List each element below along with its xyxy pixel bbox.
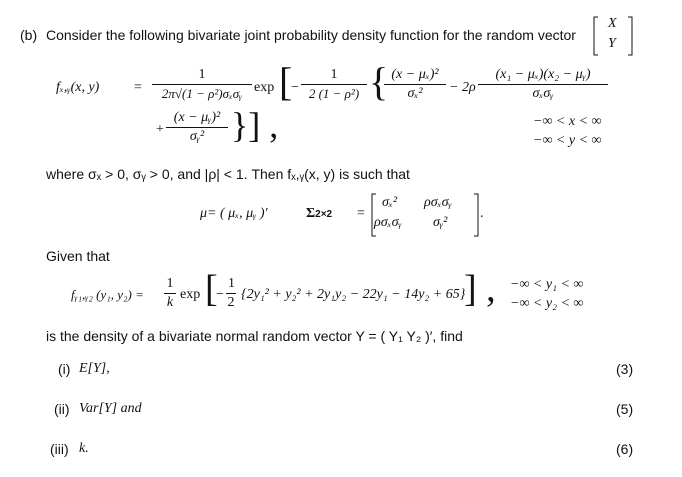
question-i-label: (i) bbox=[58, 361, 71, 377]
intro-text: Consider the following bivariate joint probability density function for the random vector bbox=[46, 27, 576, 43]
minus-sign: − bbox=[291, 80, 299, 95]
coef-den: 2π√(1 − ρ²)σₓσᵧ bbox=[161, 86, 243, 101]
term1-num: (x − μₓ)² bbox=[384, 67, 446, 85]
term2-num: (x₁ − μₓ)(x₂ − μᵧ) bbox=[478, 67, 608, 85]
matrix-a12: ρσₓσᵧ bbox=[424, 195, 452, 210]
sigma-symbol: Σ bbox=[306, 206, 316, 221]
random-vector bbox=[591, 14, 635, 58]
mu-definition: μ= ( μₓ, μᵧ )′ bbox=[200, 206, 268, 221]
inner-den: 2 (1 − ρ²) bbox=[308, 86, 360, 101]
term1-fraction bbox=[384, 67, 446, 102]
sigma-eq: = bbox=[357, 206, 365, 221]
k-num: 1 bbox=[164, 276, 176, 294]
given-text: Given that bbox=[46, 248, 110, 264]
sigma-sub: 2×2 bbox=[315, 209, 333, 220]
question-i-marks: (3) bbox=[616, 361, 634, 377]
term1-den: σₓ² bbox=[407, 86, 423, 101]
density-text: is the density of a bivariate normal random vector Y = ( Y₁ Y₂ )′, find bbox=[46, 328, 463, 344]
density1-lhs: fₓ,ᵧ(x, y) bbox=[56, 80, 100, 95]
term3-num: (x − μᵧ)² bbox=[166, 110, 228, 128]
k-fraction bbox=[164, 276, 176, 311]
open-bracket2: [ bbox=[205, 268, 218, 310]
matrix-end: . bbox=[480, 206, 484, 221]
question-iii-label: (iii) bbox=[50, 441, 69, 457]
coef-fraction bbox=[152, 67, 252, 102]
density1-eq: = bbox=[134, 80, 142, 95]
minus-2rho: − 2ρ bbox=[449, 80, 476, 95]
part-label: (b) bbox=[20, 27, 38, 43]
range-y2: −∞ < y₂ < ∞ bbox=[510, 296, 584, 311]
where-text: where σₓ > 0, σᵧ > 0, and |ρ| < 1. Then fₓ,ᵧ(x, y) is such that bbox=[46, 166, 410, 182]
sigma-matrix bbox=[370, 192, 486, 238]
inner-num: 1 bbox=[301, 67, 367, 85]
k-den: k bbox=[166, 295, 174, 310]
term2-den: σₓσᵧ bbox=[532, 86, 554, 101]
close-brackets: }] , bbox=[231, 105, 279, 145]
question-ii-text: Var[Y] and bbox=[79, 401, 142, 416]
coef-num: 1 bbox=[152, 67, 252, 85]
open-brace: { bbox=[369, 59, 389, 104]
matrix-a21: ρσₓσᵧ bbox=[374, 215, 402, 230]
close-bracket2: ] , bbox=[464, 268, 496, 310]
density2-lhs: fᵧ₁,ᵧ₂ (y₁, y₂) = bbox=[71, 287, 144, 302]
inner-fraction bbox=[301, 67, 367, 102]
plus-sign: + bbox=[156, 122, 164, 137]
term2-fraction bbox=[478, 67, 608, 102]
exp2-label: exp bbox=[180, 287, 201, 302]
exp-label: exp bbox=[254, 80, 275, 95]
question-iii-text: k. bbox=[79, 441, 89, 456]
vector-x: X bbox=[608, 16, 617, 31]
minus-sign2: − bbox=[216, 287, 224, 302]
question-ii-label: (ii) bbox=[54, 401, 70, 417]
matrix-a22: σᵧ² bbox=[433, 215, 448, 230]
open-bracket: [ bbox=[279, 59, 293, 104]
matrix-a11: σₓ² bbox=[382, 195, 398, 210]
density2-body: {2y₁² + y₂² + 2y₁y₂ − 22y₁ − 14y₂ + 65} bbox=[241, 287, 466, 302]
question-ii-marks: (5) bbox=[616, 401, 634, 417]
term3-fraction bbox=[166, 110, 228, 145]
question-iii-marks: (6) bbox=[616, 441, 634, 457]
range-y: −∞ < y < ∞ bbox=[533, 133, 602, 148]
sigma-label bbox=[306, 206, 332, 222]
half-fraction bbox=[226, 276, 236, 311]
question-i-text: E[Y], bbox=[79, 361, 110, 376]
term3-den: σᵧ² bbox=[189, 129, 205, 144]
range-y1: −∞ < y₁ < ∞ bbox=[510, 277, 584, 292]
vector-y: Y bbox=[608, 36, 616, 51]
half-den: 2 bbox=[227, 295, 235, 310]
half-num: 1 bbox=[226, 276, 236, 294]
range-x: −∞ < x < ∞ bbox=[533, 114, 602, 129]
